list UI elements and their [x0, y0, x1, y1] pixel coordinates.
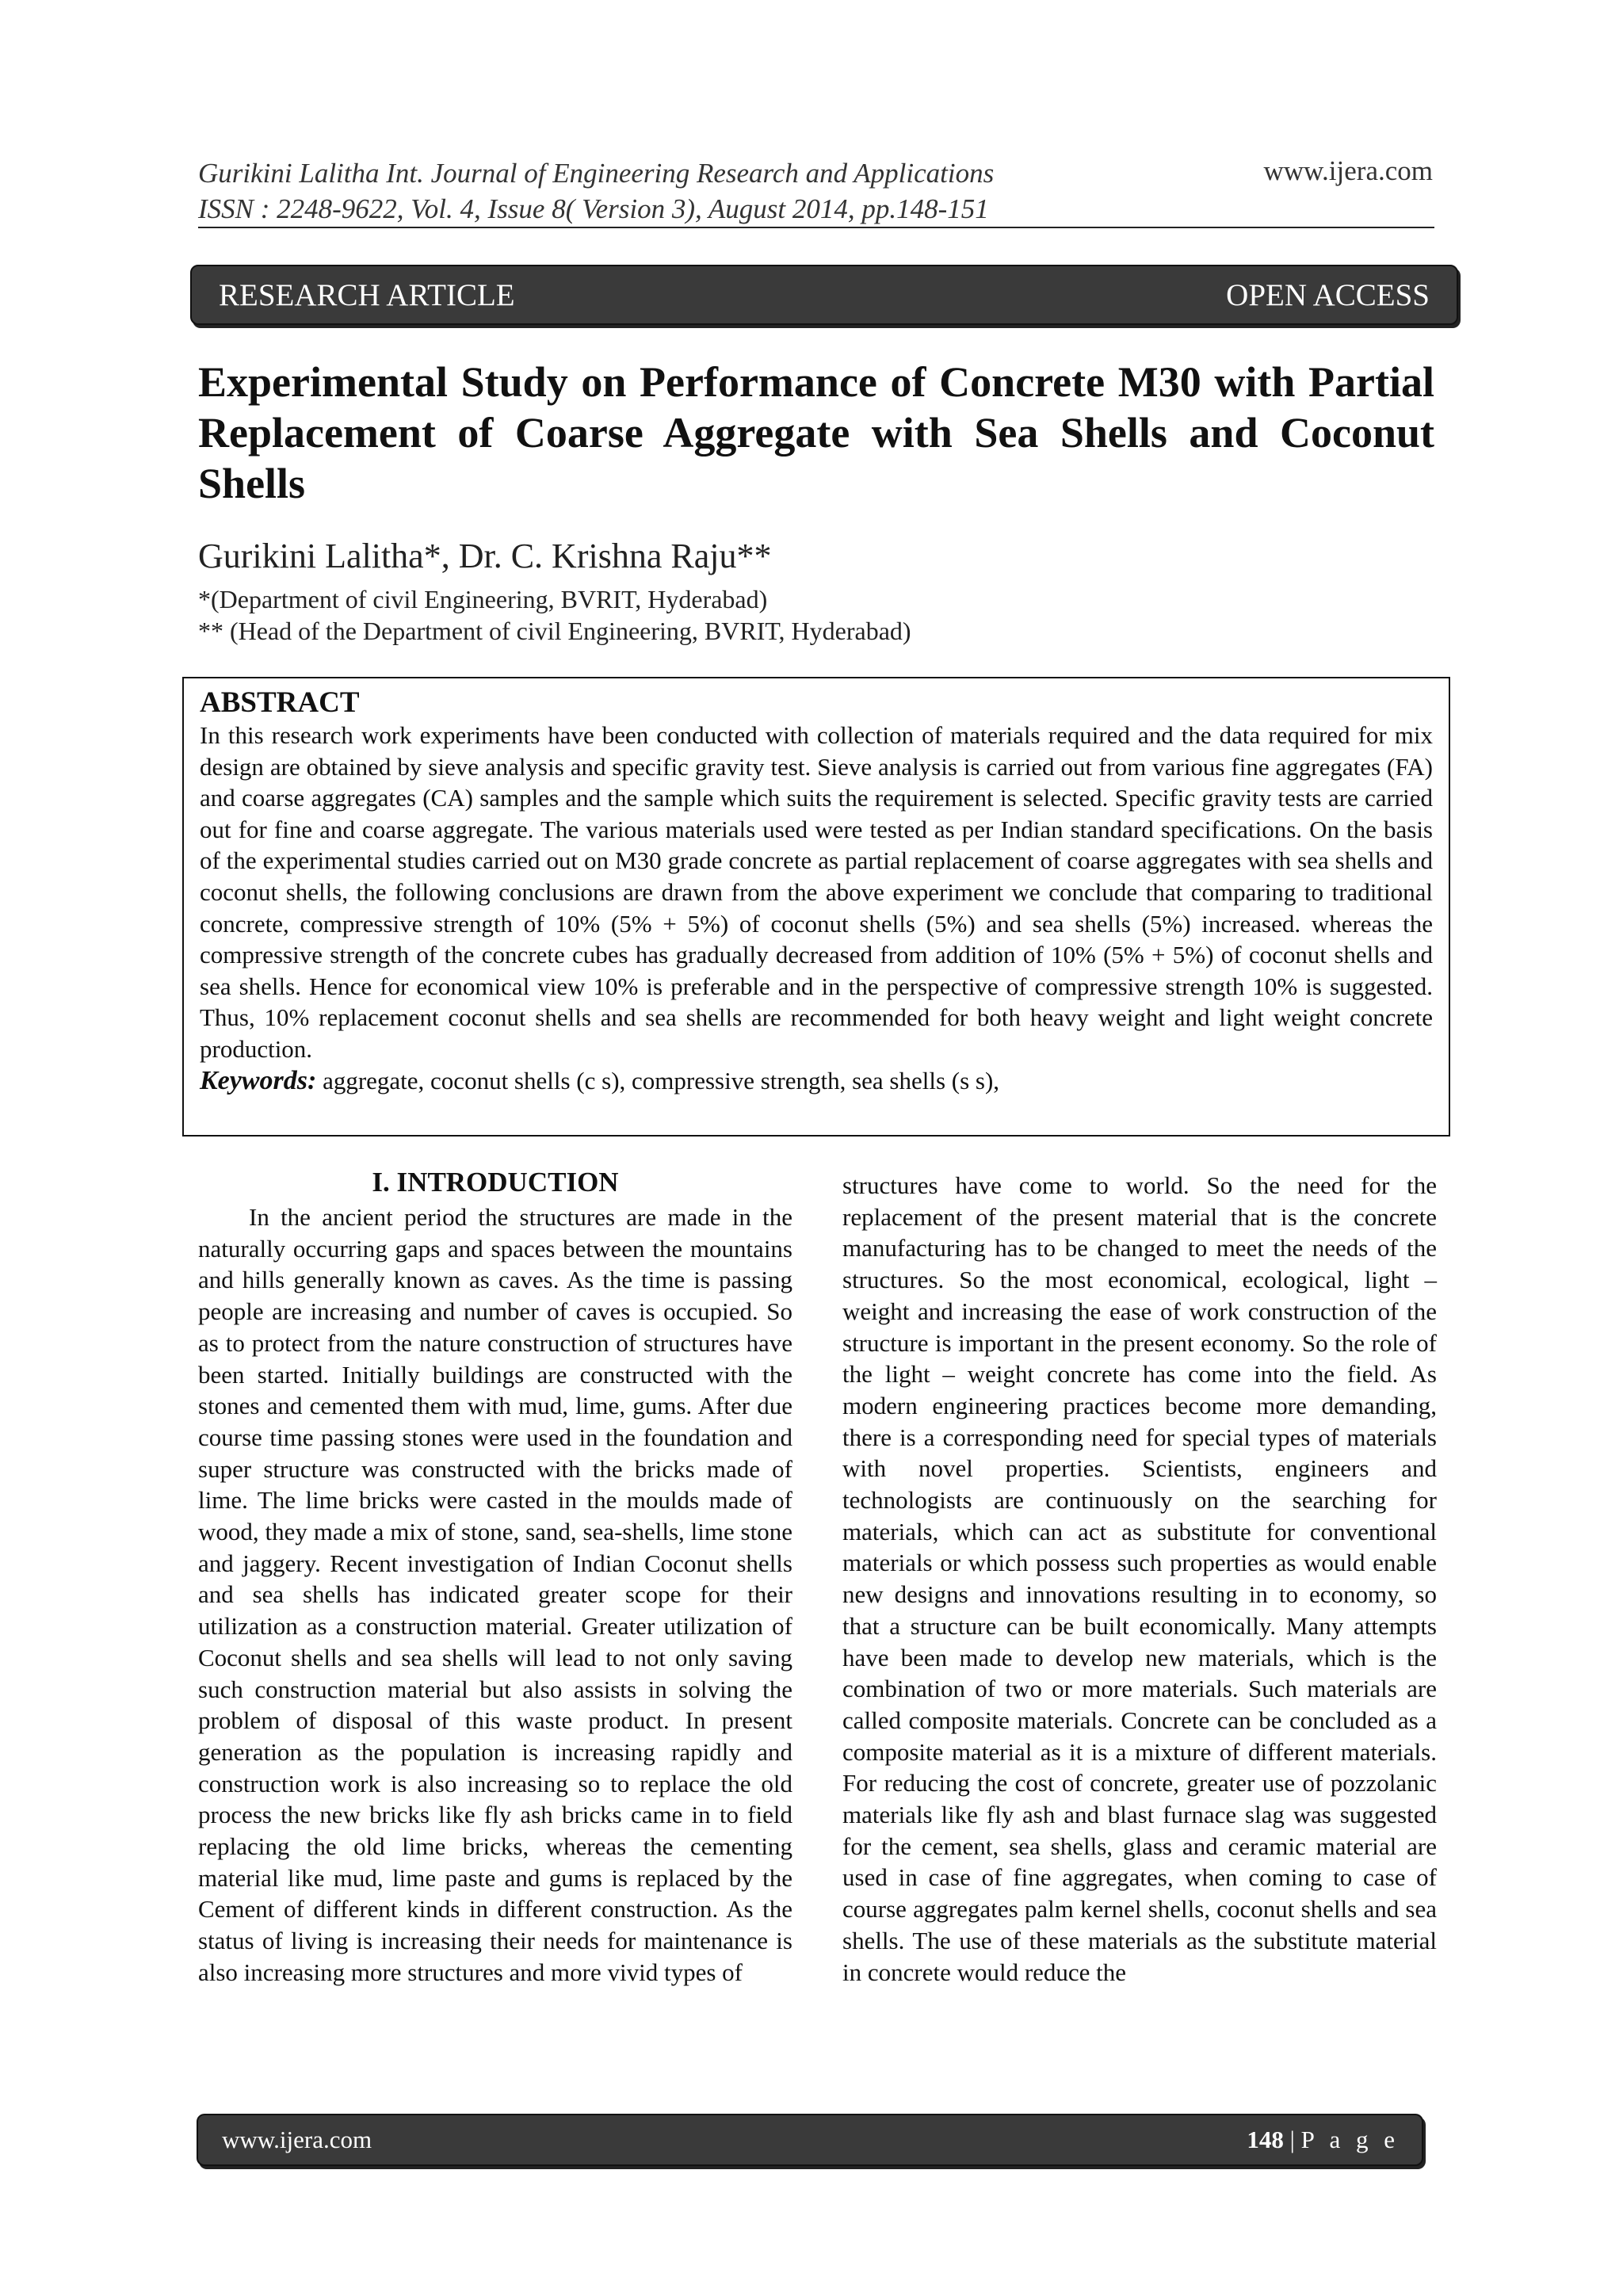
header-website-link[interactable]: www.ijera.com: [1263, 155, 1433, 186]
left-column: [198, 1165, 792, 1988]
affiliation-1: *(Department of civil Engineering, BVRIT, Hyderabad): [198, 585, 768, 613]
page-word: P a g e: [1300, 2126, 1400, 2153]
open-access-label: OPEN ACCESS: [1226, 277, 1430, 312]
abstract-text: In this research work experiments have been conducted with collection of materials required and the data required for mix design are obtained by sieve analysis and specific gravity test. Sieve analysis is carried out from various fine aggregates (FA) and coarse aggregates (CA) samples and the sample which suits the requirement is selected. Specific gravity tests are carried out for fine and coarse aggregate. The various materials used were tested as per Indian standard specifications. On the basis of the experimental studies carried out on M30 grade concrete as partial replacement of coarse aggregates with sea shells and coconut shells, the following conclusions are drawn from the above experiment we conclude that comparing to traditional concrete, compressive strength of 10% (5% + 5%) of coconut shells (5%) and sea shells (5%) increased. whereas the compressive strength of the concrete cubes has gradually decreased from addition of 10% (5% + 5%) of coconut shells and sea shells. Hence for economical view 10% is preferable and in the perspective of compressive strength 10% is suggested. Thus, 10% replacement coconut shells and sea shells are recommended for both heavy weight and light weight concrete production.: [200, 721, 1433, 1063]
paper-title: Experimental Study on Performance of Concrete M30 with Partial Replacement of Coarse Aggregate with Sea Shells and Coconut Shells: [198, 358, 1434, 507]
introduction-heading: I. INTRODUCTION: [372, 1167, 619, 1198]
header-divider: [198, 227, 1434, 228]
keywords-label: Keywords:: [200, 1065, 317, 1095]
introduction-right-text: structures have come to world. So the need for the replacement of the present material that is the concrete manufacturing has to be changed to meet the needs of the structures. So the most economical, ecological, light – weight and increasing the ease of work construction of the structure is important in the present economy. So the role of the light – weight concrete has come into the field. As modern engineering practices become more demanding, there is a corresponding need for special types of materials with novel properties. Scientists, engineers and technologists are continuously on the searching for materials, which can act as substitute for conventional materials or which possess such properties as would enable new designs and innovations resulting in to economy, so that a structure can be built economically. Many attempts have been made to develop new materials, which is the combination of two or more materials. Such materials are called composite materials. Concrete can be concluded as a composite material as it is a mixture of different materials. For reducing the cost of concrete, greater use of pozzolanic materials like fly ash and blast furnace slag was suggested for the cement, sea shells, glass and ceramic material are used in case of fine aggregates, when coming to case of course aggregates palm kernel shells, coconut shells and sea shells. The use of these materials as the substitute material in concrete would reduce the: [842, 1171, 1437, 1986]
introduction-left-text: In the ancient period the structures are made in the naturally occurring gaps and spaces between the mountains and hills generally known as caves. As the time is passing people are increasing and number of caves is occupied. So as to protect from the nature construction of structures have been started. Initially buildings are constructed with the stones and cemented them with mud, lime, gums. After due course time passing stones were used in the foundation and super structure was constructed with the bricks made of lime. The lime bricks were casted in the moulds made of wood, they made a mix of stone, sand, sea-shells, lime stone and jaggery. Recent investigation of Indian Coconut shells and sea shells has indicated greater scope for their utilization as a construction material. Greater utilization of Coconut shells and sea shells will lead to not only saving such construction material but also assists in solving the problem of disposal of this waste product. In present generation as the population is increasing rapidly and construction work is also increasing so to replace the old process the new bricks like fly ash bricks came in to field replacing the old lime bricks, whereas the cementing material like mud, lime paste and gums is replaced by the Cement of different kinds in different construction. As the status of living is increasing their needs for maintenance is also increasing more structures and more vivid types of: [198, 1203, 792, 1986]
journal-citation-line2: ISSN : 2248-9622, Vol. 4, Issue 8( Version 3), August 2014, pp.148-151: [198, 193, 989, 224]
page-separator: |: [1283, 2126, 1301, 2153]
author-affiliations: [198, 583, 911, 647]
page-number: 148: [1247, 2126, 1284, 2153]
page-footer: [197, 2114, 1423, 2166]
keywords-line: [200, 1065, 1433, 1097]
journal-header: [198, 155, 994, 227]
abstract-heading: ABSTRACT: [200, 686, 360, 719]
keywords-list: aggregate, coconut shells (c s), compressive strength, sea shells (s s),: [316, 1066, 1000, 1095]
right-column: [842, 1170, 1437, 1988]
abstract-box: [182, 677, 1450, 1137]
affiliation-2: ** (Head of the Department of civil Engineering, BVRIT, Hyderabad): [198, 617, 911, 645]
paper-authors: Gurikini Lalitha*, Dr. C. Krishna Raju**: [198, 537, 772, 575]
research-article-label: RESEARCH ARTICLE: [219, 277, 515, 312]
journal-citation-line1: Gurikini Lalitha Int. Journal of Engineering Research and Applications: [198, 158, 995, 189]
page-indicator: [1247, 2126, 1400, 2154]
footer-website-link[interactable]: www.ijera.com: [222, 2126, 372, 2153]
article-type-banner: [190, 265, 1458, 325]
